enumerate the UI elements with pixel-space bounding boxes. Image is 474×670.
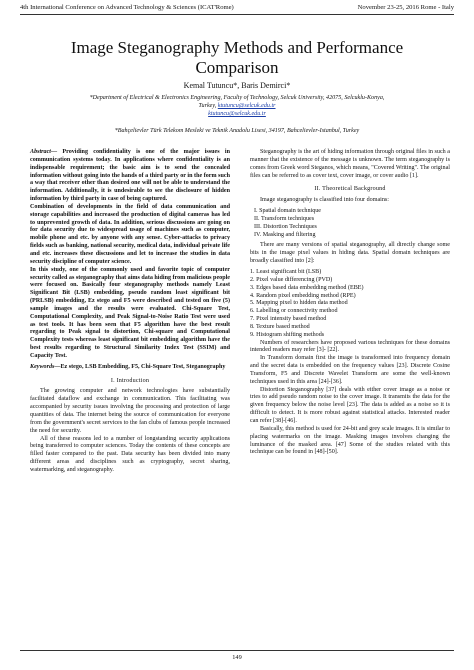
distortion-paragraph: Distortion Steganography [37] deals with either cover image as a noise or tries to add pseudo random noise to the cover image. It transmits the data for the given frequency below the noise level [23]. The data is added as a noise so it is difficult to detect. It is more robust against statistical attacks. Interested reader can refer [38]-[46]. [250,386,450,424]
spatial-technique-list [250,269,450,340]
steganography-definition: Steganography is the art of hiding information through original files in such a manner that the existence of the message is unknown. The term steganography is comes from Greek word Steganos, which means, "Covered Writing". The original files can be referred to as cover text, cover image, or cover audio [1]. [250,149,450,179]
page-footer [20,650,454,661]
abstract-paragraph-2: Combination of developments in the field of data communication and storage capabilities and increased the production of digital cameras has led to unprevented growth of data. In addition, serious discussions are going on for data security due to widespread usage of machines such as computer, mobile phone and etc. by anyone with any sense. Cyber-attacks to privacy fields such as banking, national security, medical data, individual private life and etc. increases these discussions and let to increase the studies in data security discipline of computer science. [30,203,230,265]
section-heading-introduction: I. Introduction [110,377,150,384]
keywords [30,364,230,372]
spatial-paragraph: There are many versions of spatial steganography, all directly change some bits in the image pixel values in hiding data. Spatial domain techniques are broadly classified into [2]: [250,242,450,265]
list-item: 2. Pixel value differencing (PVD) [250,276,333,283]
left-column [30,149,230,475]
running-header [20,4,454,15]
paper-title-line-1: Image Steganography Methods and Performance [70,38,404,57]
keywords-label: Keywords— [30,363,61,370]
list-item: I. Spatial domain technique [254,208,322,215]
affiliation-1 [40,94,434,119]
page-number: 149 [232,654,242,661]
list-item: 6. Labelling or connectivity method [250,308,338,315]
email-link-2[interactable]: ktutuncu@selcuk.edu.tr [208,111,266,118]
paper-title-line-2: Comparison [195,58,279,77]
intro-paragraph-1: The growing computer and network technologies have substantially facilitated dataflow and exchange in communication. This facilitating was accompanied by security issues involving the processing and protection of large quantities of data. The internet being the source of communication for everyone from the government's secret services to the fan clubs of famous people increased the need for security. [30,388,230,434]
domain-list [250,208,450,239]
abstract-paragraph-1 [30,149,230,204]
affiliation-2: *Bahçelievler Türk Telekom Mesleki ve Teknik Anadolu Lisesi, 34197, Bahcelievler-Istanbul, Turkey [114,128,360,134]
affiliation-1-line-2 [40,102,434,110]
masking-paragraph: Basically, this method is used for 24-bit and grey scale images. It is similar to placing watermarks on the image. Masking images involves changing the luminance of the masked area. [47] Some of the studies related with this technique can be found in [48]-[50]. [250,425,450,456]
affiliation-1-line-3 [40,110,434,118]
researchers-paragraph: Numbers of researchers have proposed various techniques for these domains intended readers may refer [3]- [22]. [250,339,450,354]
list-item: IV. Masking and filtering [254,231,316,238]
right-column [250,149,450,457]
header-conference: 4th International Conference on Advanced Technology & Sciences (ICAT'Rome) [20,4,234,11]
header-date-location: November 23-25, 2016 Rome - Italy [357,4,454,11]
affiliation-1-line-1: *Department of Electrical & Electronics Engineering, Faculty of Technology, Selcuk University, 42075, Selcuklu-Konya, [89,95,385,101]
list-item: III. Distortion Techniques [254,223,317,230]
transform-paragraph: In Transform domain first the image is transformed into frequency domain and the secret data is embedded on the frequency values [23]. Discrete Cosine Transform, F5 and Discrete Wavelet Transform are some the well-known techniques used in this area [24]-[36]. [250,355,450,385]
author-list: Kemal Tutuncu*, Baris Demirci* [183,81,291,90]
affiliation-1-country: Turkey, [198,103,218,110]
list-item: 5. Mapping pixel to hidden data method [250,300,348,307]
list-item: II. Transform techniques [254,215,315,222]
domains-lead: Image steganography is classified into four domains: [260,197,389,204]
list-item: 1. Least significant bit (LSB) [250,268,322,275]
list-item: 3. Edges based data embedding method (EBE) [250,284,364,291]
keywords-text: Ez stego, LSB Embedding, F5, Chi-Square Test, Steganography [60,363,226,370]
list-item: 8. Texture based method [250,323,310,330]
list-item: 7. Pixel intensity based method [250,316,327,323]
abstract-label: Abstract— [30,149,58,155]
intro-paragraph-2: All of these reasons led to a number of longstanding security applications being transferred to computer sciences. Today the contents of these concepts are filled faster compared to the past. Data security has been divided into many different areas and disciplines such as cryptography, secret sharing, watermarking, and steganography. [30,435,230,473]
email-link-1[interactable]: ktutuncu@selcuk.edu.tr [217,103,276,110]
section-heading-background: II. Theoretical Background [314,186,386,193]
paper-title [20,38,454,78]
abstract-paragraph-3: In this study, one of the commonly used and favorite topic of computer security called as steganography that aims data hiding from malicious people were focused on. Basically four steganography methods namely Least Significant Bit (LSB) embedding, pseudo random least significant bit (PRLSB) embedding, Ez stego and F5 were described and tested on five (5) sample images and the results were evaluated. Chi-Square Test, Computational Complexity, and Peak Signal-to-Noise Ratio Test were used as test tools. It has been seen that F5 algorithm have the best result regarding to Peak signal to distortion, Chi-square and Computational Complexity tests whereas least significant bit embedding algorithm have the best results regarding to Structural Similarity Index Test (SSIM) and Capacity Test. [30,266,230,359]
list-item: 9. Histogram shifting methods [250,331,325,338]
list-item: 4. Random pixel embedding method (RPE) [250,292,356,299]
abstract-text-1: Providing confidentiality is one of the major issues in communication systems today. In applications where confidentiality is an indispensable requirement; the basic aim is to send the concealed information without going into the hands of a third party or in the form such a way that receiver other than desired one will not be able to understand the information. Additionally, it is undesirable to see the disclosure of hidden information by third party in case of being captured. [30,149,230,203]
